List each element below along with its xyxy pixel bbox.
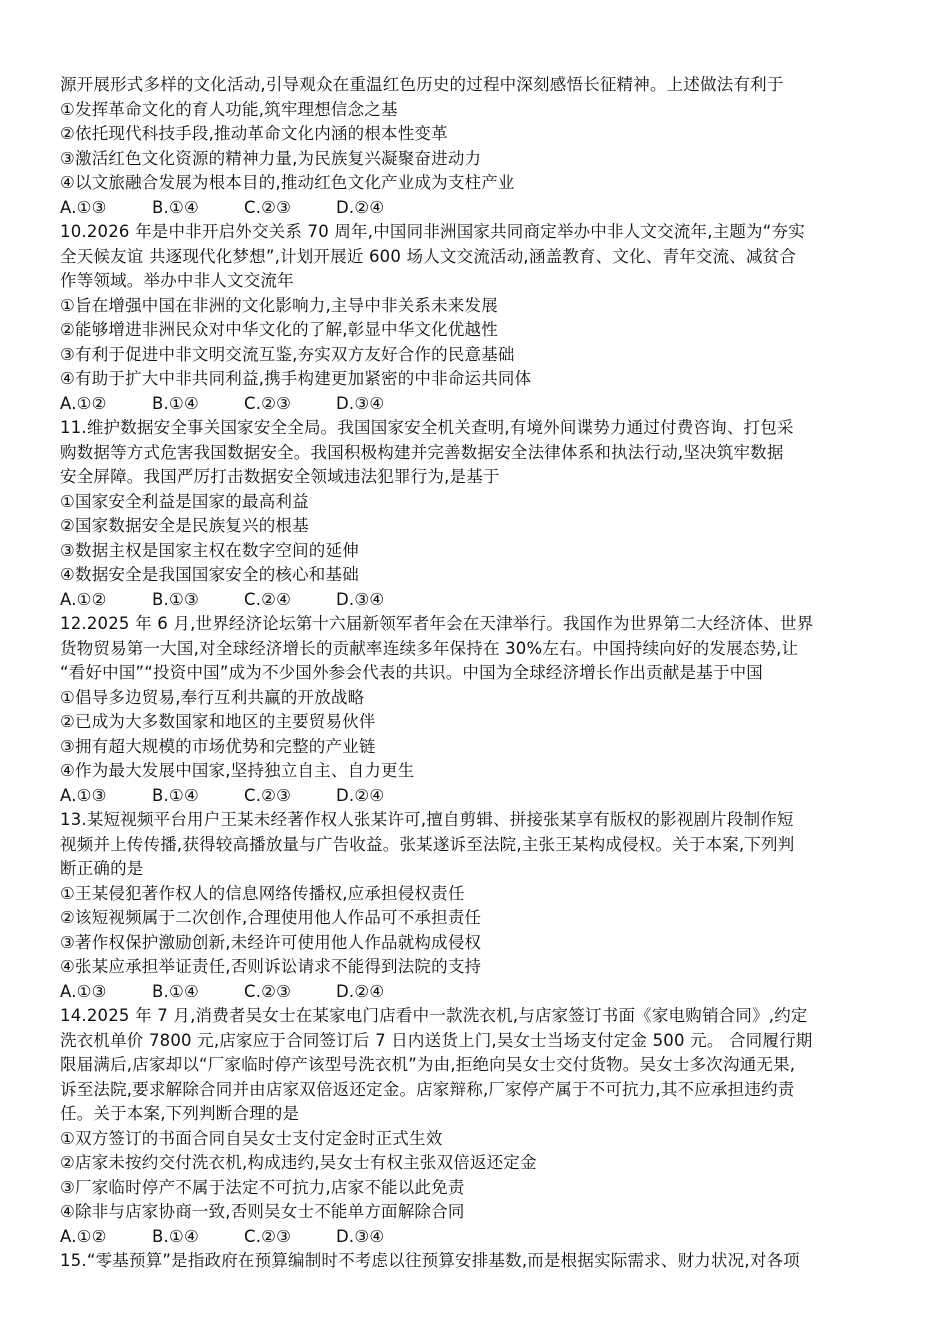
- q13-item-1: ①王某侵犯著作权人的信息网络传播权,应承担侵权责任: [60, 883, 465, 903]
- q14-option-c: C.②③: [244, 1226, 292, 1246]
- q11-option-a: A.①②: [60, 589, 107, 609]
- q11-options: [60, 588, 900, 613]
- q12-item-1: ①倡导多边贸易,奉行互利共赢的开放战略: [60, 687, 365, 707]
- question-11: [60, 416, 900, 612]
- q10-stem-line: 10.2026 年是中非开启外交关系 70 周年,中国同非洲国家共同商定举办中非人文交流年,主题为“夯实: [60, 222, 805, 241]
- q14-item-1: ①双方签订的书面合同自吴女士支付定金时正式生效: [60, 1128, 443, 1148]
- q12-item-4: ④作为最大发展中国家,坚持独立自主、自力更生: [60, 761, 415, 780]
- q14-option-a: A.①②: [60, 1226, 107, 1246]
- q10-option-d: D.③④: [336, 393, 385, 413]
- q13-stem-line: 断正确的是: [60, 859, 144, 878]
- q11-stem-line: 购数据等方式危害我国数据安全。我国积极构建并完善数据安全法律体系和执法行动,坚决筑牢数据: [60, 442, 784, 462]
- question-15: [60, 1249, 900, 1274]
- q9-item-1: ①发挥革命文化的育人功能,筑牢理想信念之基: [60, 99, 398, 119]
- q12-option-a: A.①③: [60, 785, 107, 805]
- intro-line: 源开展形式多样的文化活动,引导观众在重温红色历史的过程中深刻感悟长征精神。上述做法有利于: [60, 75, 784, 94]
- exam-page: [60, 73, 900, 1274]
- q9-item-4: ④以文旅融合发展为根本目的,推动红色文化产业成为支柱产业: [60, 173, 515, 192]
- q12-stem-line: “看好中国”“投资中国”成为不少国外参会代表的共识。中国为全球经济增长作出贡献是基于中国: [60, 663, 763, 682]
- q11-item-2: ②国家数据安全是民族复兴的根基: [60, 516, 309, 535]
- question-9: [60, 98, 900, 221]
- q13-stem-line: 13.某短视频平台用户王某未经著作权人张某许可,擅自剪辑、拼接张某享有版权的影视剧片段制作短: [60, 810, 794, 829]
- q13-item-2: ②该短视频属于二次创作,合理使用他人作品可不承担责任: [60, 908, 482, 927]
- q12-stem-line: 12.2025 年 6 月,世界经济论坛第十六届新领军者年会在天津举行。我国作为世界第二大经济体、世界: [60, 614, 814, 633]
- q9-option-c: C.②③: [244, 197, 292, 217]
- q10-item-2: ②能够增进非洲民众对中华文化的了解,彰显中华文化优越性: [60, 320, 498, 339]
- q10-stem-line: 作等领域。举办中非人文交流年: [60, 271, 294, 290]
- q14-item-4: ④除非与店家协商一致,否则吴女士不能单方面解除合同: [60, 1202, 465, 1221]
- q11-option-b: B.①③: [152, 589, 199, 609]
- question-12: [60, 612, 900, 808]
- q14-stem-line: 限届满后,店家却以“厂家临时停产该型号洗衣机”为由,拒绝向吴女士交付货物。吴女士多次沟通无果,: [60, 1055, 796, 1074]
- q13-option-c: C.②③: [244, 981, 292, 1001]
- q10-option-c: C.②③: [244, 393, 292, 413]
- q10-item-3: ③有利于促进中非文明交流互鉴,夯实双方友好合作的民意基础: [60, 344, 515, 364]
- q11-item-3: ③数据主权是国家主权在数字空间的延伸: [60, 540, 359, 560]
- q13-option-d: D.②④: [336, 981, 385, 1001]
- q9-option-a: A.①③: [60, 197, 107, 217]
- q13-option-a: A.①③: [60, 981, 107, 1001]
- q14-stem-line: 洗衣机单价 7800 元,店家应于合同签订后 7 日内送货上门,吴女士当场支付定金 500 元。 合同履行期: [60, 1030, 813, 1050]
- q11-item-1: ①国家安全利益是国家的最高利益: [60, 491, 309, 511]
- q9-item-3: ③激活红色文化资源的精神力量,为民族复兴凝聚奋进动力: [60, 148, 482, 168]
- q10-options: [60, 392, 900, 417]
- q9-option-b: B.①④: [152, 197, 199, 217]
- q12-item-2: ②已成为大多数国家和地区的主要贸易伙伴: [60, 712, 376, 731]
- q9-option-d: D.②④: [336, 197, 385, 217]
- q12-option-d: D.②④: [336, 785, 385, 805]
- q15-stem-line: 15.“零基预算”是指政府在预算编制时不考虑以往预算安排基数,而是根据实际需求、财力状况,对各项: [60, 1251, 800, 1270]
- q11-option-c: C.②④: [244, 589, 292, 609]
- q12-option-b: B.①④: [152, 785, 199, 805]
- q14-options: [60, 1225, 900, 1250]
- q14-item-2: ②店家未按约交付洗衣机,构成违约,吴女士有权主张双倍返还定金: [60, 1153, 537, 1172]
- q9-options: [60, 196, 900, 221]
- q11-stem-line: 安全屏障。我国严厉打击数据安全领域违法犯罪行为,是基于: [60, 467, 500, 486]
- q9-item-2: ②依托现代科技手段,推动革命文化内涵的根本性变革: [60, 124, 448, 143]
- q14-item-3: ③厂家临时停产不属于法定不可抗力,店家不能以此免责: [60, 1177, 465, 1197]
- q12-options: [60, 784, 900, 809]
- q10-stem-line: 全天候友谊 共逐现代化梦想”,计划开展近 600 场人文交流活动,涵盖教育、文化、青年交流、减贫合: [60, 246, 797, 266]
- q13-item-4: ④张某应承担举证责任,否则诉讼请求不能得到法院的支持: [60, 957, 482, 976]
- q12-stem-line: 货物贸易第一大国,对全球经济增长的贡献率连续多年保持在 30%左右。中国持续向好的发展态势,让: [60, 638, 799, 658]
- q14-stem-line: 14.2025 年 7 月,消费者吴女士在某家电门店看中一款洗衣机,与店家签订书面《家电购销合同》,约定: [60, 1006, 808, 1025]
- question-14: [60, 1004, 900, 1249]
- question-13: [60, 808, 900, 1004]
- q11-stem-line: 11.维护数据安全事关国家安全全局。我国国家安全机关查明,有境外间谍势力通过付费咨询、打包采: [60, 418, 794, 437]
- q10-item-4: ④有助于扩大中非共同利益,携手构建更加紧密的中非命运共同体: [60, 369, 532, 388]
- q13-item-3: ③著作权保护激励创新,未经许可使用他人作品就构成侵权: [60, 932, 482, 952]
- q14-stem-line: 诉至法院,要求解除合同并由店家双倍返还定金。店家辩称,厂家停产属于不可抗力,其不应承担违约责: [60, 1079, 795, 1099]
- q14-stem-line: 任。关于本案,下列判断合理的是: [60, 1104, 300, 1123]
- question-10: [60, 220, 900, 416]
- q10-item-1: ①旨在增强中国在非洲的文化影响力,主导中非关系未来发展: [60, 295, 498, 315]
- q13-options: [60, 980, 900, 1005]
- q12-item-3: ③拥有超大规模的市场优势和完整的产业链: [60, 736, 376, 756]
- q12-option-c: C.②③: [244, 785, 292, 805]
- q14-option-b: B.①④: [152, 1226, 199, 1246]
- q14-option-d: D.③④: [336, 1226, 385, 1246]
- q10-option-a: A.①②: [60, 393, 107, 413]
- q10-option-b: B.①④: [152, 393, 199, 413]
- q13-stem-line: 视频并上传传播,获得较高播放量与广告收益。张某遂诉至法院,主张王某构成侵权。关于本案,下列判: [60, 834, 795, 854]
- q13-option-b: B.①④: [152, 981, 199, 1001]
- q11-item-4: ④数据安全是我国国家安全的核心和基础: [60, 565, 359, 584]
- q11-option-d: D.③④: [336, 589, 385, 609]
